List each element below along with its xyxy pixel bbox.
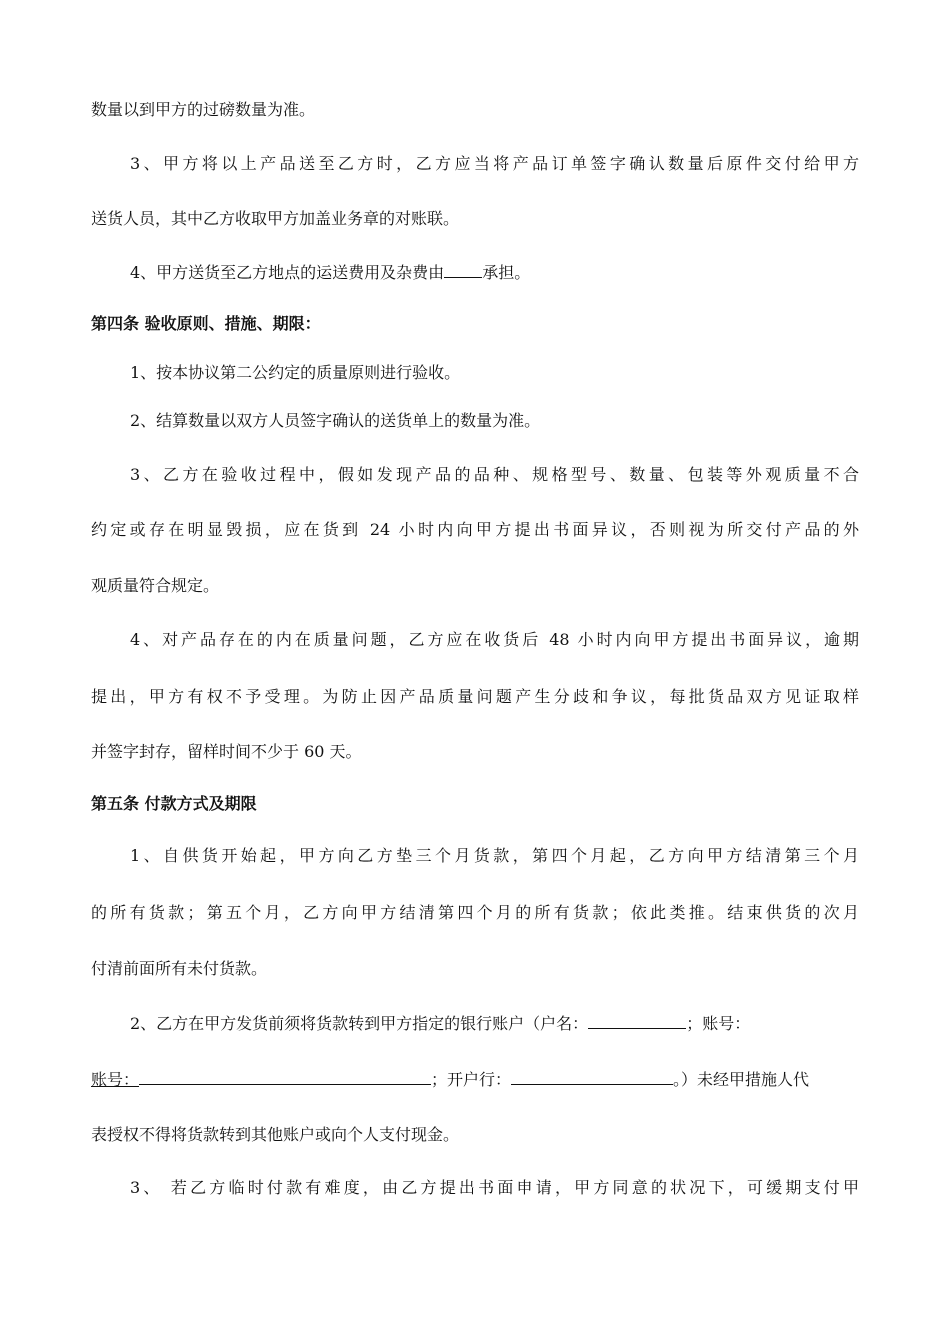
clause-4-text: 4、甲方送货至乙方地点的运送费用及杂费由 [130,263,445,282]
clause-4-line [130,261,859,284]
article-4-item-3-line-2: 约定或存在明显毁损，应在货到 24 小时内向甲方提出书面异议，否则视为所交付产品的外 [91,520,859,539]
clause-3-line-1: 3、甲方将以上产品送至乙方时，乙方应当将产品订单签字确认数量后原件交付给甲方 [130,154,859,173]
article-4-item-3-line-1: 3、乙方在验收过程中，假如发现产品的品种、规格型号、数量、包装等外观质量不合 [130,465,859,484]
bank-name-blank [511,1068,673,1085]
fee-bearer-blank [444,261,482,278]
clause-3-line-2: 送货人员，其中乙方收取甲方加盖业务章的对账联。 [91,209,460,228]
article-5-item-1-line-2: 的所有货款；第五个月，乙方向甲方结清第四个月的所有货款；依此类推。结束供货的次月 [91,903,859,922]
article-4-item-1: 1、按本协议第二公约定的质量原则进行验收。 [130,363,461,382]
account-clause-tail: 。）未经甲措施人代 [673,1070,810,1089]
article-5-item-1-line-1: 1、自供货开始起，甲方向乙方垫三个月货款，第四个月起，乙方向甲方结清第三个月 [130,846,859,865]
paragraph-line: 数量以到甲方的过磅数量为准。 [91,100,316,119]
article-4-item-4-line-2: 提出，甲方有权不予受理。为防止因产品质量问题产生分歧和争议，每批货品双方见证取样 [91,687,859,706]
article-5-item-2-line-1 [130,1012,859,1035]
bank-label: ；开户行： [431,1070,512,1089]
article-4-item-3-line-3: 观质量符合规定。 [91,576,220,595]
article-5-item-2-line-3: 表授权不得将货款转到其他账户或向个人支付现金。 [91,1125,460,1144]
article-4-item-2: 2、结算数量以双方人员签字确认的送货单上的数量为准。 [130,411,541,430]
clause-4-tail: 承担。 [482,263,531,282]
article-4-item-4-line-1: 4、对产品存在的内在质量问题，乙方应在收货后 48 小时内向甲方提出书面异议，逾期 [130,630,859,649]
article-4-item-4-line-3: 并签字封存，留样时间不少于 60 天。 [91,742,362,761]
article-5-heading: 第五条 付款方式及期限 [91,794,257,813]
bank-account-intro: 2、乙方在甲方发货前须将货款转到甲方指定的银行账户（户名： [130,1014,589,1033]
article-5-item-2-line-2 [91,1068,859,1091]
account-name-blank [588,1012,686,1029]
account-number-blank [139,1068,431,1085]
article-5-item-1-line-3: 付清前面所有未付货款。 [91,959,268,978]
article-5-item-3-line-1: 3、 若乙方临时付款有难度，由乙方提出书面申请，甲方同意的状况下，可缓期支付甲 [130,1178,859,1197]
account-number-label-underlined: 账号： [91,1070,140,1089]
account-number-label: ；账号： [686,1014,751,1033]
article-4-heading: 第四条 验收原则、措施、期限： [91,314,321,333]
